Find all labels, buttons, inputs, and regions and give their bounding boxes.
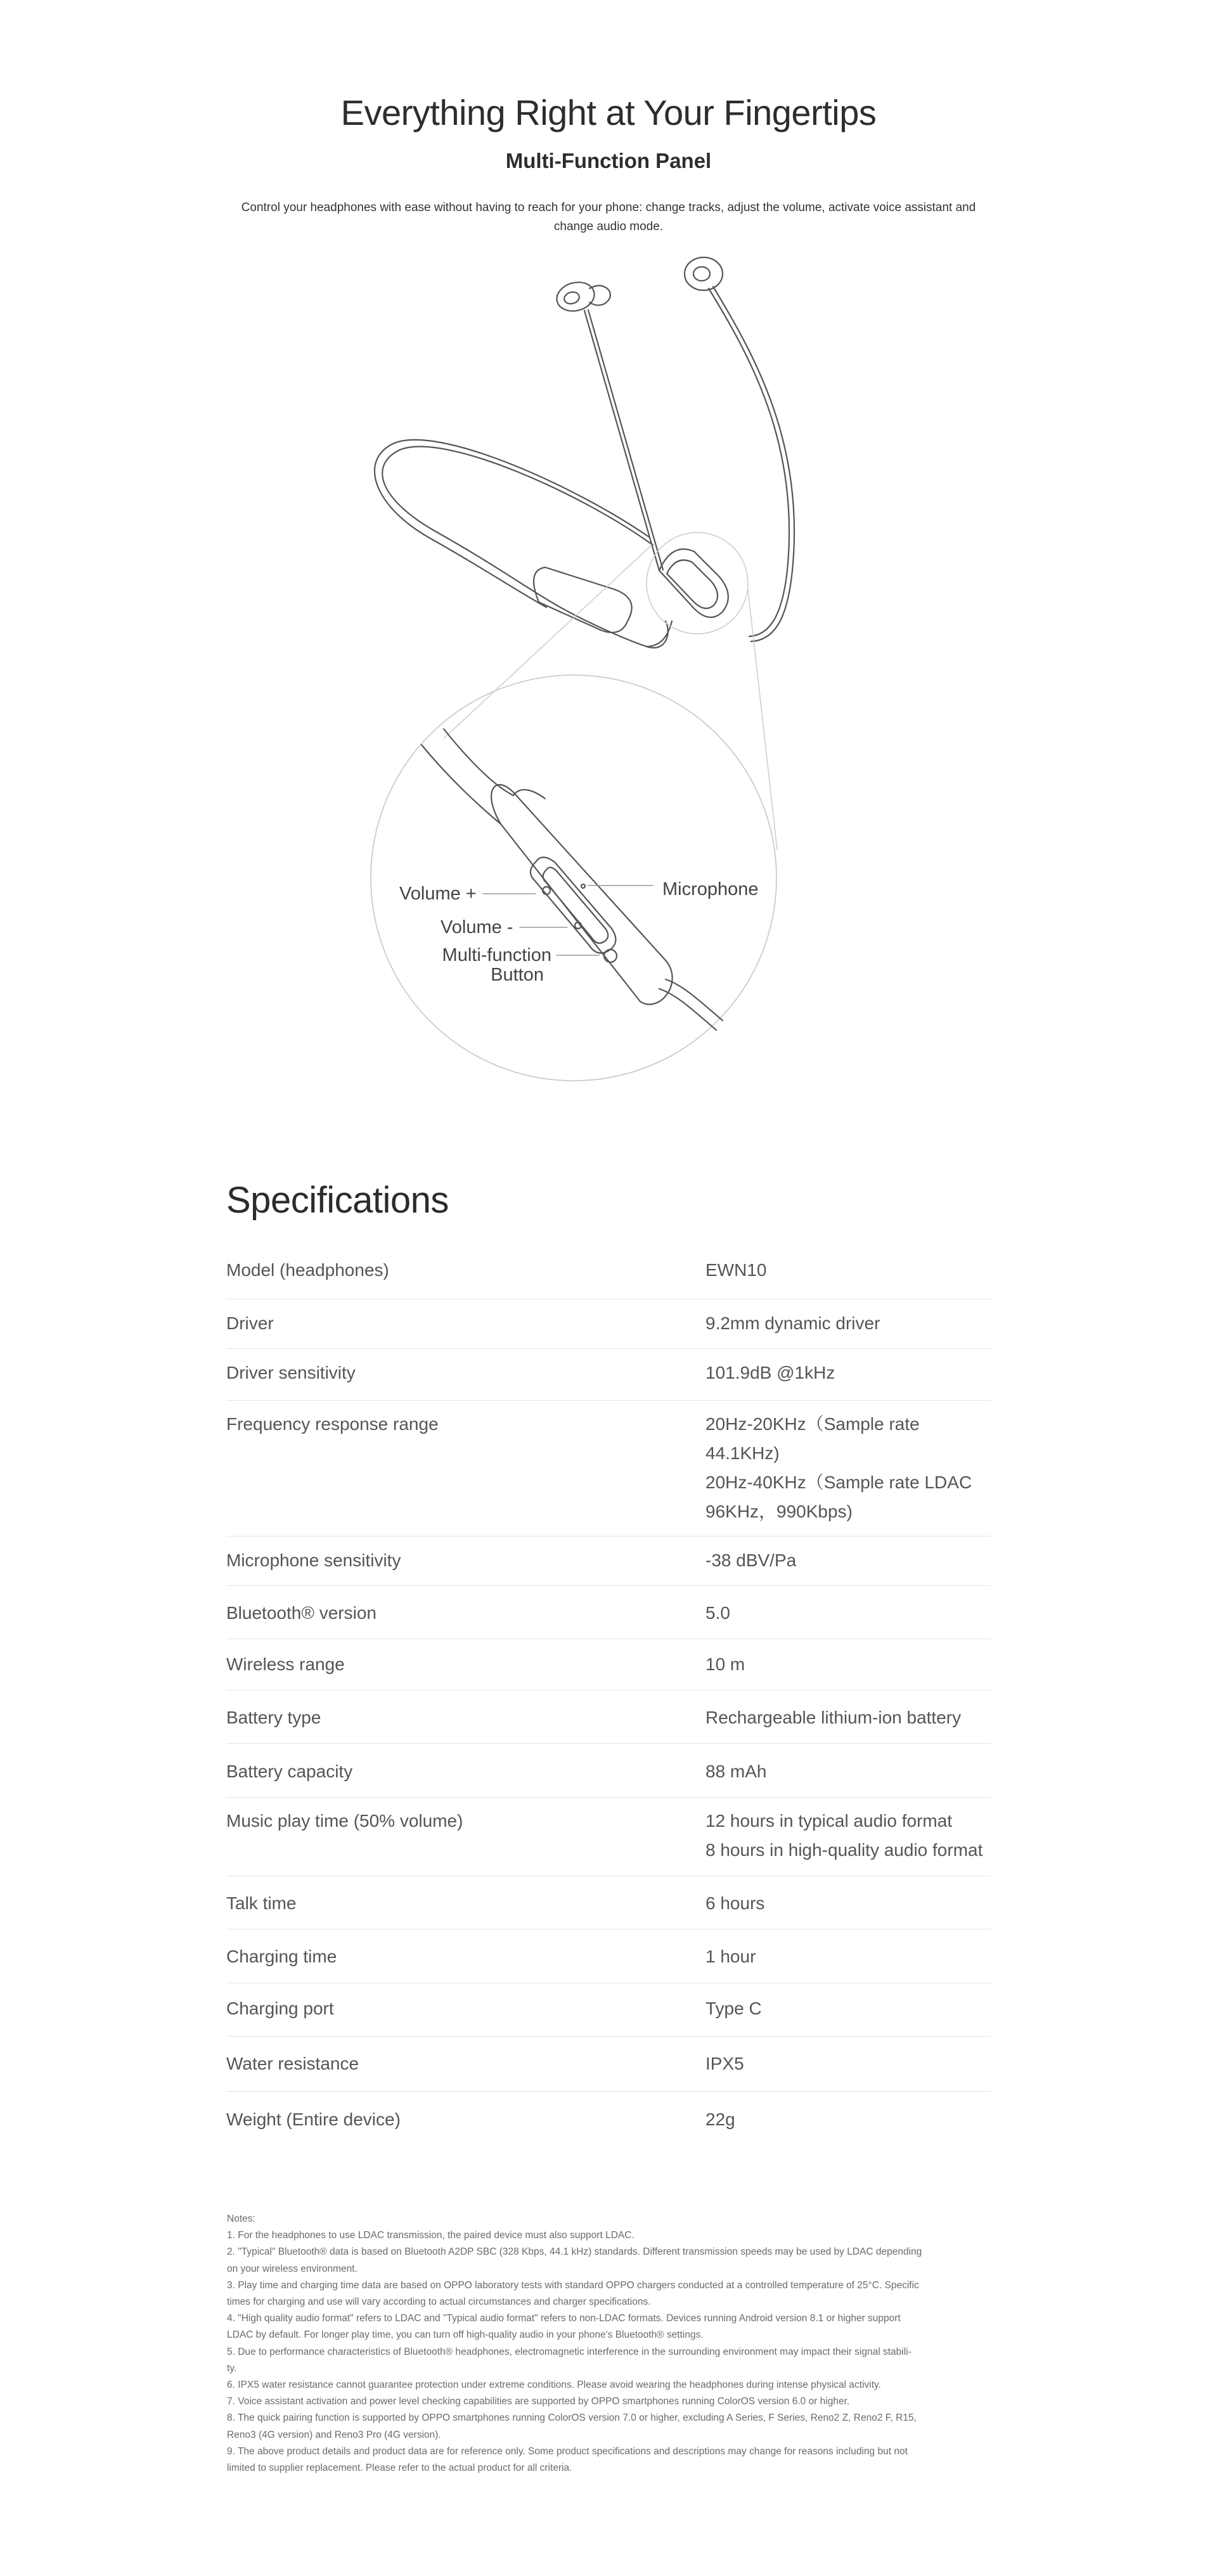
neckband-headphones-image — [0, 241, 1217, 1116]
spec-row-talk-time — [226, 1876, 991, 1929]
spec-value: 6 hours — [705, 1893, 765, 1913]
specifications-title: Specifications — [226, 1180, 449, 1221]
note-line: limited to supplier replacement. Please refer to the actual product for all criteria. — [227, 2463, 572, 2474]
spec-row-frequency — [226, 1401, 991, 1536]
spec-value: 20Hz-40KHz（Sample rate LDAC — [705, 1472, 972, 1492]
volume-down-label: Volume - — [441, 917, 513, 937]
spec-value: EWN10 — [705, 1260, 767, 1280]
spec-label: Driver — [226, 1313, 274, 1333]
spec-label: Water resistance — [226, 2054, 359, 2073]
spec-label: Charging time — [226, 1947, 337, 1966]
note-line: 2. "Typical" Bluetooth® data is based on Bluetooth A2DP SBC (328 Kbps, 44.1 kHz) standards. Different transmission speeds may be used by LDAC depending — [227, 2246, 922, 2258]
spec-value: 10 m — [705, 1654, 745, 1674]
spec-row-microphone — [226, 1536, 991, 1586]
spec-label: Wireless range — [226, 1654, 345, 1674]
section-description: Control your headphones with ease without having to reach for your phone: change tracks, adjust the volume, activate voice assistant and change audio mode. — [241, 201, 976, 233]
spec-row-charging-time — [226, 1929, 991, 1983]
note-line: Reno3 (4G version) and Reno3 Pro (4G version). — [227, 2429, 441, 2440]
spec-row-wireless-range — [226, 1639, 991, 1690]
spec-label: Driver sensitivity — [226, 1363, 356, 1382]
spec-value: 5.0 — [705, 1603, 730, 1623]
spec-value: 101.9dB @1kHz — [705, 1363, 835, 1382]
note-line: ty. — [227, 2362, 237, 2374]
spec-value: 96KHz，990Kbps) — [705, 1502, 853, 1521]
spec-row-charging-port — [226, 1983, 991, 2037]
spec-row-battery-type — [226, 1690, 991, 1744]
spec-value: 8 hours in high-quality audio format — [705, 1840, 983, 1860]
spec-label: Talk time — [226, 1893, 297, 1913]
note-line: on your wireless environment. — [227, 2263, 357, 2274]
multifunction-label-line2: Button — [491, 965, 544, 985]
spec-value: 9.2mm dynamic driver — [705, 1313, 880, 1333]
multi-function-panel-section — [0, 0, 1217, 1128]
spec-label: Battery capacity — [226, 1761, 353, 1781]
spec-value: 12 hours in typical audio format — [705, 1811, 953, 1831]
spec-value: Rechargeable lithium-ion battery — [705, 1708, 962, 1727]
spec-row-water-resistance — [226, 2037, 991, 2092]
spec-row-bluetooth — [226, 1586, 991, 1639]
spec-value: 1 hour — [705, 1947, 756, 1966]
spec-row-model — [226, 1240, 991, 1299]
spec-value: -38 dBV/Pa — [705, 1550, 797, 1570]
note-line: times for charging and use will vary according to actual circumstances and charger specifications. — [227, 2296, 651, 2308]
spec-row-weight — [226, 2092, 991, 2147]
specifications-section — [226, 1179, 991, 2147]
spec-label: Frequency response range — [226, 1414, 439, 1434]
note-line: 7. Voice assistant activation and power level checking capabilities are supported by OPPO smartphones running ColorOS version 6.0 or higher. — [227, 2396, 850, 2407]
notes-section — [227, 2211, 994, 2476]
spec-label: Charging port — [226, 1999, 334, 2018]
multifunction-label-line1: Multi-function — [442, 945, 551, 965]
spec-value: 22g — [705, 2109, 735, 2129]
note-line: 9. The above product details and product data are for reference only. Some product specifications and descriptions may change for reasons including but not — [227, 2445, 908, 2457]
spec-label: Model (headphones) — [226, 1260, 389, 1280]
multifunction-button-label — [425, 946, 551, 985]
note-line: 4. "High quality audio format" refers to LDAC and "Typical audio format" refers to non-LDAC formats. Devices running Android version 8.1 or higher support — [227, 2313, 901, 2324]
spec-row-driver — [226, 1299, 991, 1349]
headphones-illustration — [0, 241, 1217, 1116]
spec-label: Microphone sensitivity — [226, 1550, 401, 1570]
section-title: Everything Right at Your Fingertips — [340, 93, 877, 132]
notes-heading: Notes: — [227, 2213, 255, 2224]
spec-row-music-play-time — [226, 1798, 991, 1876]
spec-row-battery-capacity — [226, 1744, 991, 1798]
volume-up-label: Volume + — [399, 884, 477, 904]
microphone-label: Microphone — [662, 879, 759, 899]
spec-value: 88 mAh — [705, 1761, 767, 1781]
spec-value: Type C — [705, 1999, 762, 2018]
note-line: 5. Due to performance characteristics of Bluetooth® headphones, electromagnetic interference in the surrounding environment may impact their signal stabili- — [227, 2346, 911, 2357]
spec-value: 20Hz-20KHz（Sample rate 44.1KHz) — [705, 1414, 920, 1463]
spec-label: Battery type — [226, 1708, 321, 1727]
note-line: 8. The quick pairing function is supported by OPPO smartphones running ColorOS version 7.0 or higher, excluding A Series, F Series, Reno2 Z, Reno2 F, R15, — [227, 2412, 917, 2424]
spec-label: Weight (Entire device) — [226, 2109, 401, 2129]
note-line: 6. IPX5 water resistance cannot guarantee protection under extreme conditions. Please avoid wearing the headphones during intense physical activity. — [227, 2380, 881, 2391]
note-line: LDAC by default. For longer play time, you can turn off high-quality audio in your phone's Bluetooth® settings. — [227, 2329, 704, 2341]
spec-label: Music play time (50% volume) — [226, 1811, 463, 1831]
spec-row-driver-sensitivity — [226, 1349, 991, 1401]
note-line: 3. Play time and charging time data are based on OPPO laboratory tests with standard OPPO chargers conducted at a controlled temperature of 25°C. Specific — [227, 2279, 919, 2291]
note-line: 1. For the headphones to use LDAC transmission, the paired device must also support LDAC. — [227, 2230, 634, 2241]
spec-value: IPX5 — [705, 2054, 744, 2073]
section-subtitle: Multi-Function Panel — [505, 149, 712, 172]
spec-label: Bluetooth® version — [226, 1603, 377, 1623]
